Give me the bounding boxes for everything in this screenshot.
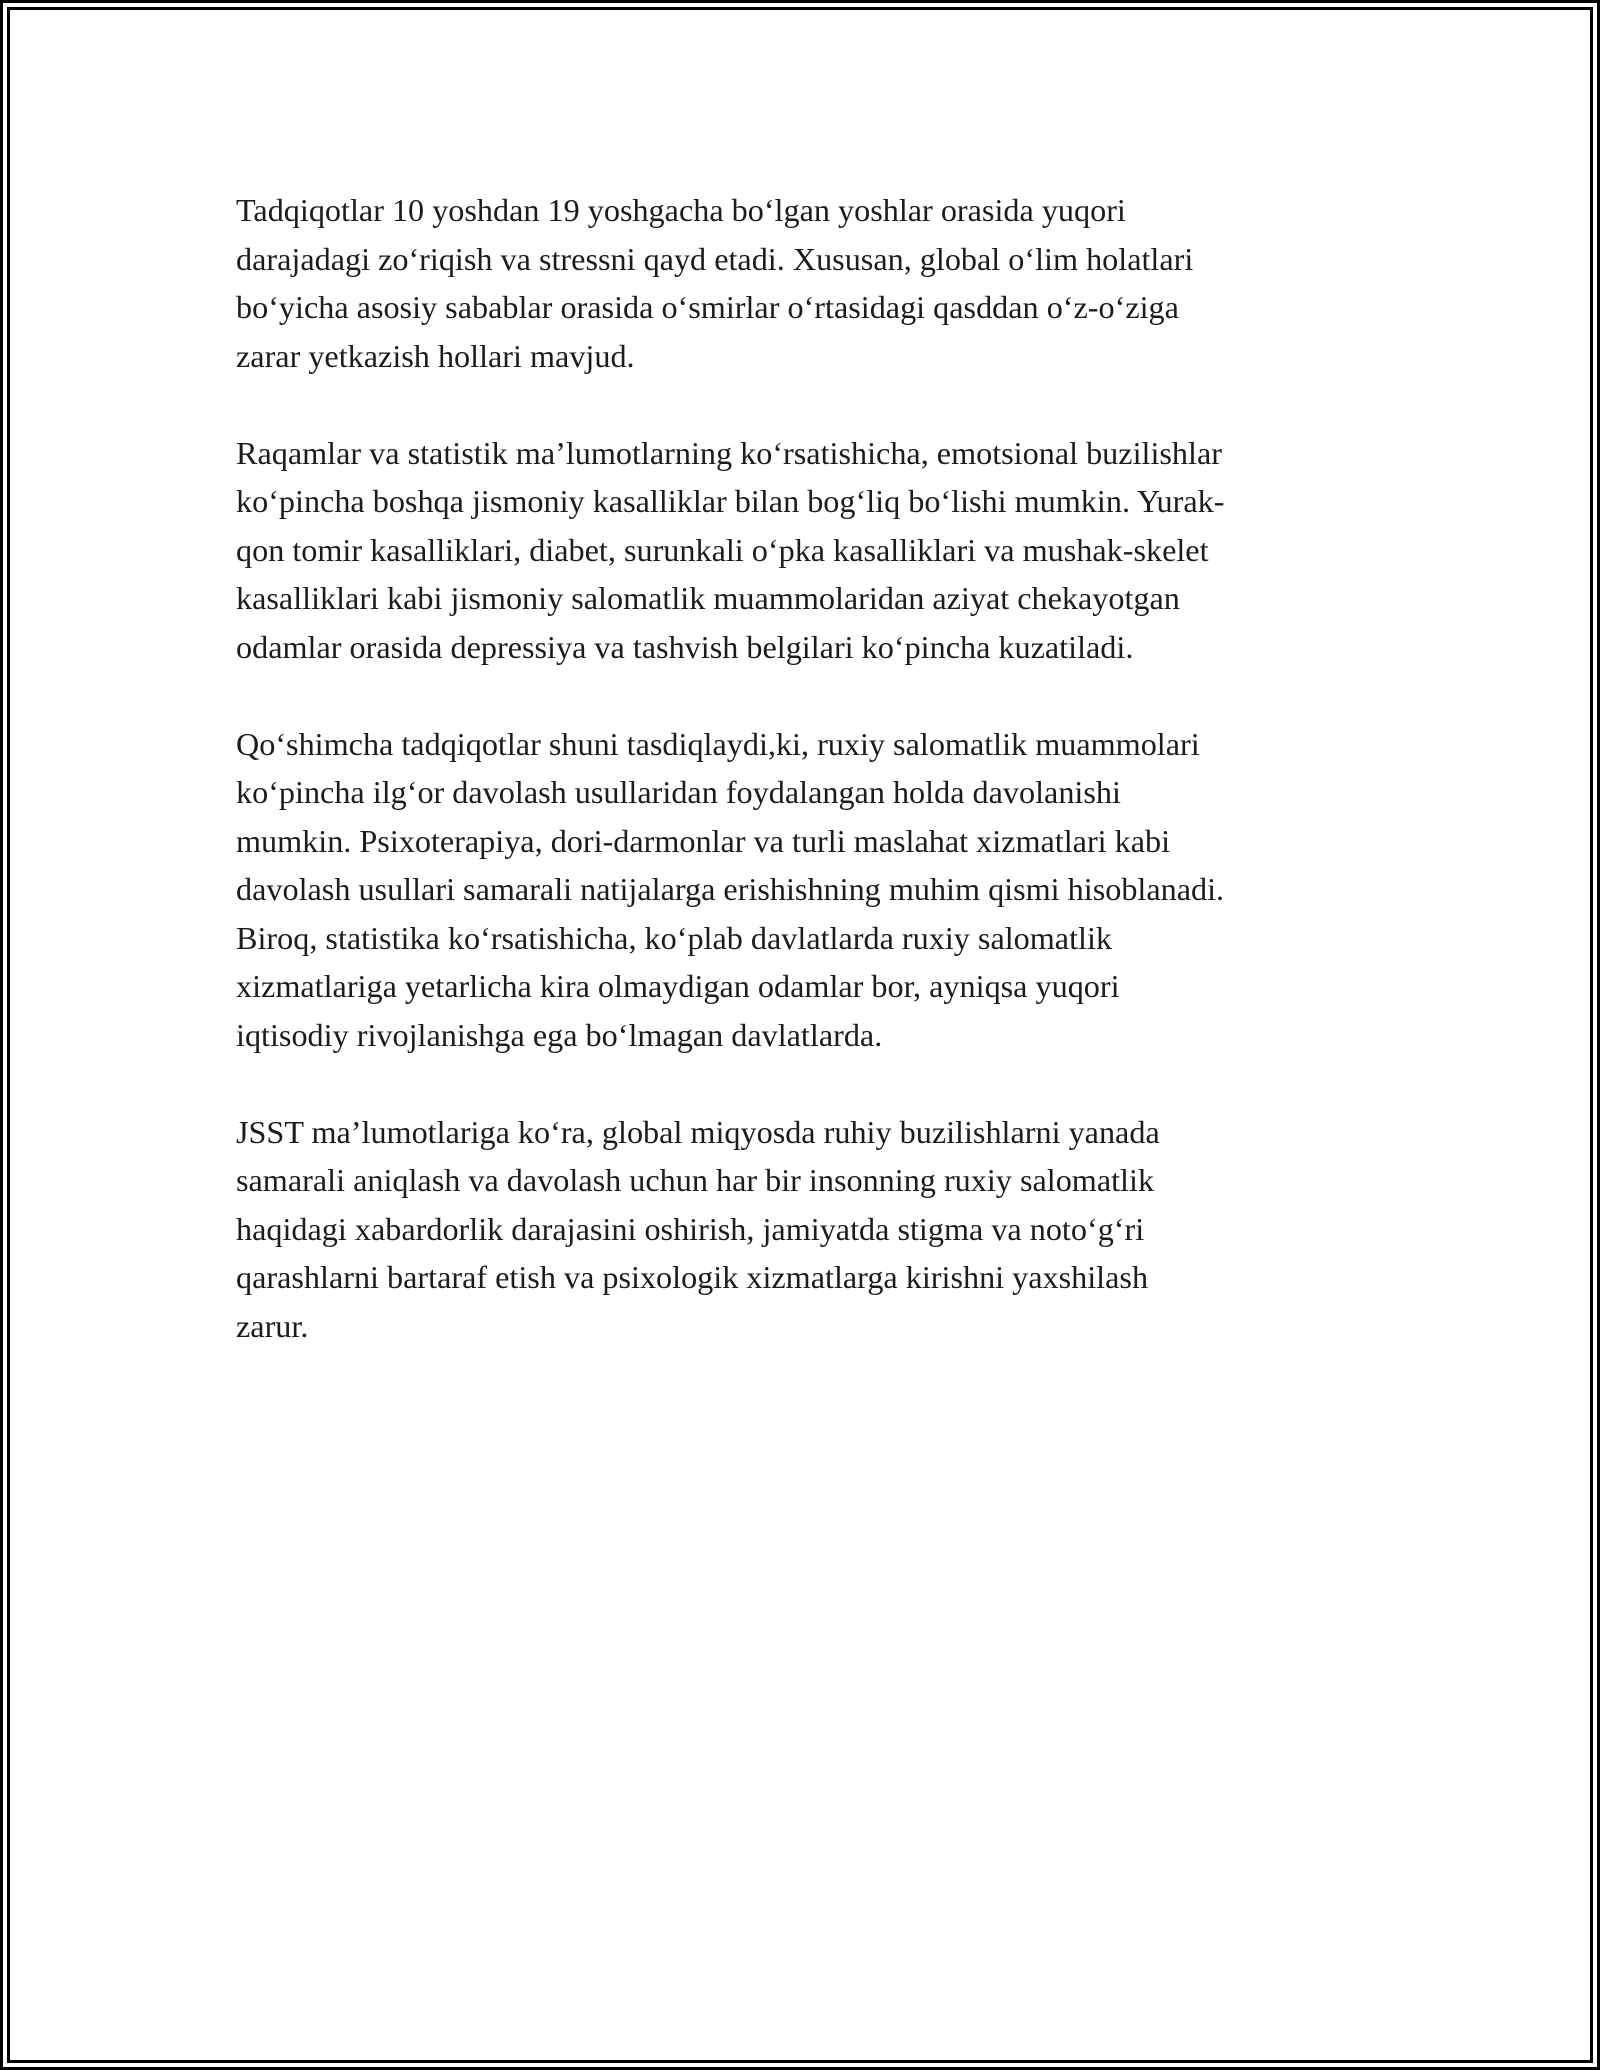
paragraph-line: qarashlarni bartaraf etish va psixologik xizmatlarga kirishni yaxshilash — [236, 1259, 1149, 1295]
paragraph-line: zarur. — [236, 1307, 309, 1344]
paragraph-3 — [236, 720, 1416, 1060]
paragraph-line: iqtisodiy rivojlanishga ega bo‘lmagan davlatlarda. — [236, 1016, 883, 1053]
paragraph-line: Raqamlar va statistik ma’lumotlarning ko‘rsatishicha, emotsional buzilishlar — [236, 434, 1222, 471]
paragraph-line: Tadqiqotlar 10 yoshdan 19 yoshgacha bo‘lgan yoshlar orasida yuqori — [236, 192, 1126, 228]
paragraph-line: xizmatlariga yetarlicha kira olmaydigan odamlar bor, ayniqsa yuqori — [236, 968, 1120, 1004]
paragraph-line: Qo‘shimcha tadqiqotlar shuni tasdiqlaydi,ki, ruxiy salomatlik muammolari — [236, 725, 1200, 762]
paragraph-line: ko‘pincha boshqa jismoniy kasalliklar bilan bog‘liq bo‘lishi mumkin. Yurak- — [236, 483, 1225, 519]
paragraph-line: samarali aniqlash va davolash uchun har bir insonning ruxiy salomatlik — [236, 1162, 1155, 1198]
paragraph-1 — [236, 186, 1416, 380]
paragraph-line: haqidagi xabardorlik darajasini oshirish, jamiyatda stigma va noto‘g‘ri — [236, 1210, 1145, 1247]
paragraph-line: JSST ma’lumotlariga ko‘ra, global miqyosda ruhiy buzilishlarni yanada — [236, 1113, 1160, 1150]
paragraph-2 — [236, 429, 1416, 672]
paragraph-line: davolash usullari samarali natijalarga erishishning muhim qismi hisoblanadi. — [236, 871, 1225, 907]
paragraph-line: mumkin. Psixoterapiya, dori-darmonlar va turli maslahat xizmatlari kabi — [236, 822, 1171, 859]
document-body — [236, 186, 1416, 1399]
paragraph-line: kasalliklari kabi jismoniy salomatlik muammolaridan aziyat chekayotgan — [236, 580, 1180, 616]
paragraph-line: bo‘yicha asosiy sabablar orasida o‘smirlar o‘rtasidagi qasddan o‘z-o‘ziga — [236, 289, 1179, 325]
paragraph-line: Biroq, statistika ko‘rsatishicha, ko‘plab davlatlarda ruxiy salomatlik — [236, 919, 1113, 956]
paragraph-4 — [236, 1108, 1416, 1351]
paragraph-line: qon tomir kasalliklari, diabet, surunkali o‘pka kasalliklari va mushak-skelet — [236, 531, 1209, 568]
paragraph-line: ko‘pincha ilg‘or davolash usullaridan foydalangan holda davolanishi — [236, 774, 1121, 810]
paragraph-line: zarar yetkazish hollari mavjud. — [236, 337, 635, 374]
paragraph-line: darajadagi zo‘riqish va stressni qayd etadi. Xususan, global o‘lim holatlari — [236, 240, 1194, 277]
paragraph-line: odamlar orasida depressiya va tashvish belgilari ko‘pincha kuzatiladi. — [236, 628, 1134, 665]
